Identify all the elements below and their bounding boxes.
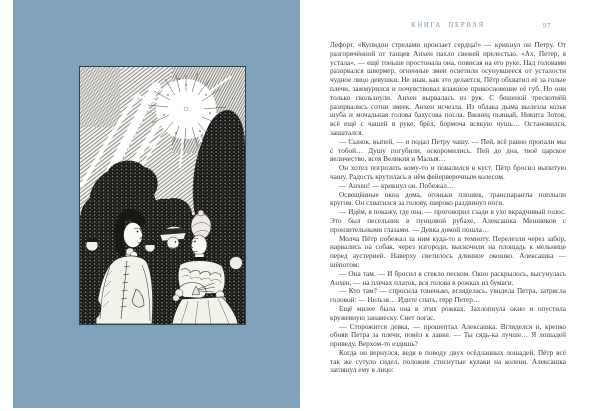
- illustration-plate: [79, 66, 246, 325]
- illustration-fireworks-scene: [80, 67, 245, 324]
- paragraph: — Сторожится девка, — прошептал Алексашка. Вгляделся и, крепко обняв Петра за плечи, повёл к лавке. — Ты сядь-ка лучше… Я лошадей приведу. Верхом-то ездишь?: [330, 322, 566, 349]
- paragraph: — Идём, я покажу, где она, — проговорил сзади в ухо вкрадчивый голос. Это был песельник в пунцовой рубахе, Алексашка Меншиков с пронзительными глазами. — Девка домой пошла…: [330, 208, 566, 234]
- paragraph: — Сынок, выпей, — и подал Петру чашу. — Пей, всё равно пропали мы с тобой… Душу погубили, оскоромились. Пей до дна, твоё царское величество, всея Великия и Малыя…: [330, 137, 566, 164]
- left-page: [13, 0, 300, 408]
- body-text: [330, 41, 566, 375]
- paragraph: — Она там. — И бросил в стекло песком. Окно раскрылось, высунулась Анхен, — на плечах платок, вся голова в рожках из бумаги.: [330, 269, 566, 287]
- page-number: 97: [542, 21, 551, 30]
- right-page: [300, 0, 600, 408]
- paragraph: Он хотел погрозить кому-то и повалился в куст. Пётр бросил выпитую чашу. Радость крутилась в нём фейерверочным колесом.: [330, 164, 566, 181]
- paragraph: — Анхен! — крикнул он. Побежал…: [339, 181, 455, 190]
- paragraph: Освещённые окна дома, огоньки плошек, транспаранты поплыли кругом. Он схватился за голову, широко раздвинул ноги.: [330, 190, 566, 208]
- paragraph: — Кто там? — спросила тоненько, вгляделась, увидела Петра, затрясла головой: — Нельзя… Идите спать, герр Петер…: [330, 287, 566, 305]
- running-head: КНИГА ПЕРВАЯ: [411, 22, 485, 29]
- paragraph: Когда он вернулся, ведя в поводу двух осёдланных лошадей, Пётр всё так же сутуло сидел, положив стиснутые кулаки на колени. Алексашка заглянул ему в лицо:: [330, 348, 566, 375]
- paragraph: Молча Пётр побежал за ним куда-то в темноту. Перелезли через забор, нарвались на собак, через изгороди, выскочили на площадь к мельнице перед аустерией. Наверху светилось длинное окошко. Алексашка — шёпотом:: [330, 234, 566, 269]
- paragraph: Лефорт. «Купидон стрелами пронзает сердца!» — крикнул он Петру. От разгорячённой от танцев Анхен пахло свежей прелестью. «Ах, Петер, я устала», — ещё тоньше простонала она, повисая на его руке. Над головами разорвался швермер, огненные змеи осветили осунувшееся от усталости чудное лицо девушки. Не зная, как это делается, Пётр обхватил её за голые плечи, зажмурился и почувствовал влажное прикосновение её губ. Но они только скользнули. Анхен вырвалась из рук. С бешеной трескотнёй разорвались сотни змеек. Анхен исчезла. Из облака дыма вылезла козья шуба и мочальная голова бахусова посла. Вконец пьяный, Никита Зотов, всё ещё с чашей в руке, брёл, бормоча всякую чушь… Остановился, зашатался.: [330, 41, 566, 137]
- paragraph: Ещё милее была она в этих рожках. Захлопнула окно и опустила кружевную занавеску. Свет погас.: [330, 304, 566, 322]
